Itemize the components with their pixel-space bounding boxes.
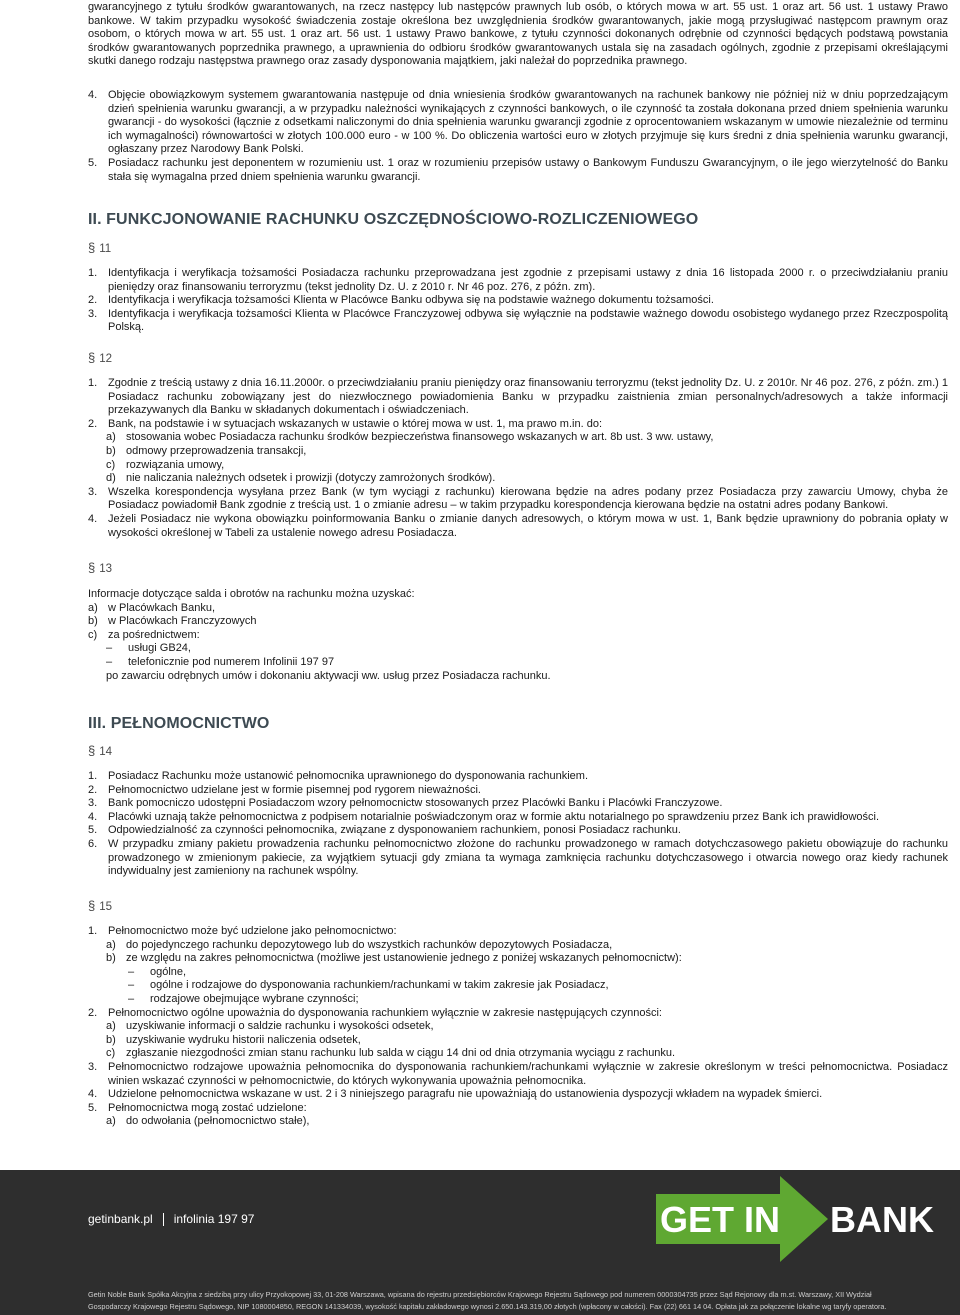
sub-item: c) rozwiązania umowy, [106,458,225,471]
dash-item: – telefonicznie pod numerem Infolinii 197 97 [106,655,335,668]
section-heading: III. PEŁNOMOCNICTWO [88,715,270,732]
website-link[interactable]: getinbank.pl [88,1212,153,1226]
list-item: 1. Posiadacz Rachunku może ustanowić pełnomocnika uprawnionego do dysponowania rachunkiem. [88,770,589,782]
dash-item: – usługi GB24, [106,642,191,655]
list-item: 6. W przypadku zmiany pakietu prowadzenia rachunku pełnomocnictwo złożone do rachunku prowadzonego w ramach dotychczasowego pakietu obowiązuje do rachunku prowadzonego w zmienionym pakiecie, za wyjątkiem sytuacji gdy zmiana ta wymaga zamknięcia rachunku dotychczasowego i otwarcia nowego oraz kiedy rachunek indywidualny jest zamieniony na rachunek wspólny. [88,837,948,878]
logo-text-right: BANK [830,1199,934,1240]
paragraph-number: § 11 [88,240,112,255]
sub-item: a) do pojedynczego rachunku depozytowego lub do wszystkich rachunków depozytowych Posiadacza, [106,938,613,951]
list-item: 4. Placówki uznają także pełnomocnictwa z podpisem notarialnie poświadczonym oraz w formie aktu notarialnego po sprawdzeniu przez Bank ich prawidłowości. [88,810,879,823]
sub-item: a) do odwołania (pełnomocnictwo stałe), [106,1115,310,1128]
paragraph-13: Informacje dotyczące salda i obrotów na rachunku można uzyskać: a) w Placówkach Banku, b) w Placówkach Franczyzowych c) za pośrednictwem: – usługi GB24, – telefonicznie pod numerem Infolinii 197 97 po zawarciu odrębnych umów i dokonaniu aktywacji ww. usług przez Posiadacza rachunku. [88,588,948,683]
list-item: 1. Identyfikacja i weryfikacja tożsamości Posiadacza rachunku przeprowadzana jest zgodnie z przepisami ustawy z dnia 16 listopada 2000 r. o przeciwdziałaniu praniu pieniędzy oraz finansowaniu terroryzmu (tekst jednolity Dz. U. z 2010 r. Nr 46 poz. 276, z późn. zm). [88,267,948,293]
list-item: c) za pośrednictwem: [88,628,200,641]
list-item: 2. Identyfikacja i weryfikacja tożsamości Klienta w Placówce Banku odbywa się na podstawie ważnego dokumentu tożsamości. [88,294,714,307]
infoline-link[interactable]: infolinia 197 97 [173,1212,255,1226]
list-item: 5. Posiadacz rachunku jest deponentem w rozumieniu ust. 1 oraz w rozumieniu przepisów ustawy o Bankowym Funduszu Gwarancyjnym, o ile jego wierzytelność do Banku stała się wymagalna przed dniem spełnienia warunku gwarancji. [88,156,948,183]
paragraph-number: § 12 [88,350,113,365]
paragraph-number: § 15 [88,898,113,913]
dash-item: – rodzajowe obejmujące wybrane czynności; [128,992,359,1005]
list-item: 4. Jeżeli Posiadacz nie wykona obowiązku poinformowania Banku o zmianie danych adresowych, o którym mowa w ust. 1, Bank będzie uprawniony do pobrania opłaty w wysokości określonej w Tabeli za ustalenie nowego adresu Posiadacza. [88,512,948,539]
paragraph-15 [88,925,948,1129]
list-item: b) w Placówkach Franczyzowych [88,615,257,628]
divider [163,1213,164,1226]
footer-links [88,1212,254,1226]
dash-item: – ogólne i rodzajowe do dysponowania rachunkiem/rachunkami w takim zakresie jak Posiadacz, [128,979,609,992]
sub-item: a) stosowania wobec Posiadacza rachunku środków bezpieczeństwa finansowego wskazanych w art. 8b ust. 3 ww. ustawy, [106,431,714,444]
getin-bank-logo [656,1174,950,1264]
dash-item: – ogólne, [128,965,187,978]
list-item: 4. Objęcie obowiązkowym systemem gwarantowania następuje od dnia wniesienia środków gwarantowanych na rachunek bankowy nie później niż w dniu poprzedzającym dzień spełnienia warunku gwarancji, a w przypadku należności wynikających z czynności bankowych, o ile czynność ta została dokonana przed dniem spełnienia warunku gwarancji - do wysokości (łącznie z odsetkami naliczonymi do dnia spełnienia warunku gwarancji zgodnie z oprocentowaniem wskazanym w umowie niezależnie od terminu ich wymagalności) równowartości w złotych 100.000 euro - w 100 %. Do obliczenia wartości euro w złotych przyjmuje się kurs średni z dnia spełnienia warunku gwarancji, ogłaszany przez Narodowy Bank Polski. [88,89,948,156]
list-item: 3. Identyfikacja i weryfikacja tożsamości Klienta w Placówce Franczyzowej odbywa się wyłącznie na podstawie ważnego dowodu osobistego wydanego przez Rzeczpospolitą Polską. [88,307,948,334]
list-item: 3. Bank pomocniczo udostępni Posiadaczom wzory pełnomocnictw stosowanych przez Placówki Banku i Placówki Franczyzowe. [88,797,723,810]
paragraph-14 [88,770,948,879]
list-item: 1. Pełnomocnictwo może być udzielone jako pełnomocnictwo: [88,925,397,937]
legal-text: Gospodarczy Krajowego Rejestru Sądowego, NIP 1080004850, REGON 141334039, wysokość kapitału zakładowego wynosi 2.650.143.319,00 złotych (wpłacony w całości). Fax (22) 661 14 04. Opłata jak za połączenie lokalne wg taryfy operatora. [88,1302,887,1311]
sub-item: d) nie naliczania należnych odsetek i prowizji (dotyczy zamrożonych środków). [106,472,496,485]
list-item: 5. Pełnomocnictwa mogą zostać udzielone: [88,1101,307,1114]
sub-item: b) odmowy przeprowadzenia transakcji, [106,444,307,457]
list-item: 4. Udzielone pełnomocnictwa wskazane w ust. 2 i 3 niniejszego paragrafu nie upoważniają do ustanowienia dyspozycji wkładem na wypadek śmierci. [88,1088,823,1101]
paragraph-number: § 13 [88,560,113,575]
paragraph-number: § 14 [88,743,113,758]
list-item: 1. Zgodnie z treścią ustawy z dnia 16.11.2000r. o przeciwdziałaniu praniu pieniędzy oraz finansowaniu terroryzmu (tekst jednolity Dz. U. z 2010r. Nr 46 poz. 276, z późn. zm.) 1 Posiadacz rachunku zobowiązany jest do niezwłocznego powiadomienia Banku w przypadku zaistnienia zmian personalnych/adresowych a także informacji przekazywanych dla Banku w składanych dokumentach i oświadczeniach. [88,377,948,417]
paragraph-11 [88,267,948,335]
sub-item: b) ze względu na zakres pełnomocnictwa (możliwe jest ustanowienie jednego z poniżej wskazanych pełnomocnictw): [106,952,682,965]
list-item: 3. Pełnomocnictwo rodzajowe upoważnia pełnomocnika do dysponowania rachunkiem/rachunkami wyłącznie w zakresie określonym w treści pełnomocnictwa. Posiadacz winien wskazać czynności w pełnomocnictwie, do których wykonywania upoważnia pełnomocnika. [88,1060,948,1087]
list-item: 2. Pełnomocnictwo ogólne upoważnia do dysponowania rachunkiem wyłącznie w zakresie następujących czynności: [88,1006,662,1019]
legal-text: Getin Noble Bank Spółka Akcyjna z siedzibą przy ulicy Przyokopowej 33, 01-208 Warszawa, wpisana do rejestru przedsiębiorców Krajowego Rejestru Sądowego pod numerem 0000304735 przez Sąd Rejonowy dla m.st. Warszawy, XII Wydział [88,1290,872,1299]
sub-item: c) zgłaszanie niezgodności zmian stanu rachunku lub salda w ciągu 14 dni od dnia otrzymania wyciągu z rachunku. [106,1047,676,1060]
list-item: a) w Placówkach Banku, [88,601,215,614]
logo-text-left: GET IN [660,1199,781,1240]
intro-paragraph: gwarancyjnego z tytułu środków gwarantowanych, na rzecz następcy lub następców prawnych lub osób, o których mowa w art. 55 ust. 1 oraz art. 56 ust. 1 ustawy Prawo bankowe. W takim przypadku wysokość świadczenia zostaje określona bez uwzględnienia środków gwarantowanych, jakie mogą przysługiwać następcom prawnym oraz osobom, o których mowa w art. 55 ust. 1 oraz art. 56 ust. 1 ustawy Prawo bankowe, z tytułu czynności dokonanych odrębnie od czynności będących podstawą powstania środków gwarantowanych poprzednika prawnego, a uprawnienia do odbioru środków gwarantowanych ustala się na zasadach ogólnych, zgodnie z przepisami określającymi skutki danego rodzaju następstwa prawnego oraz zasady dysponowania majątkiem, jaki należał do poprzednika prawnego. [88,1,948,68]
list-item: 2. Pełnomocnictwo udzielane jest w formie pisemnej pod rygorem nieważności. [88,783,481,796]
sub-item: a) uzyskiwanie informacji o saldzie rachunku i wysokości odsetek, [106,1020,434,1033]
sub-item: b) uzyskiwanie wydruku historii naliczenia odsetek, [106,1033,361,1046]
section-heading: II. FUNKCJONOWANIE RACHUNKU OSZCZĘDNOŚCIOWO-ROZLICZENIOWEGO [88,211,699,228]
list-item: 5. Odpowiedzialność za czynności pełnomocnika, związane z dysponowaniem rachunkiem, ponosi Posiadacz rachunku. [88,824,681,837]
list-item: 3. Wszelka korespondencja wysyłana przez Bank (w tym wyciągi z rachunku) kierowana będzie na adres podany przez Posiadacza przy zawarciu Umowy, chyba że Posiadacz powiadomił Bank zgodnie z treścią ust. 1 o zmianie adresu – w takim przypadku korespondencja kierowana będzie na ostatni adres podany Bankowi. [88,485,948,512]
intro-list [88,89,948,184]
paragraph-12 [88,377,948,540]
list-item: 2. Bank, na podstawie i w sytuacjach wskazanych w ustawie o której mowa w ust. 1, ma prawo m.in. do: [88,417,602,430]
